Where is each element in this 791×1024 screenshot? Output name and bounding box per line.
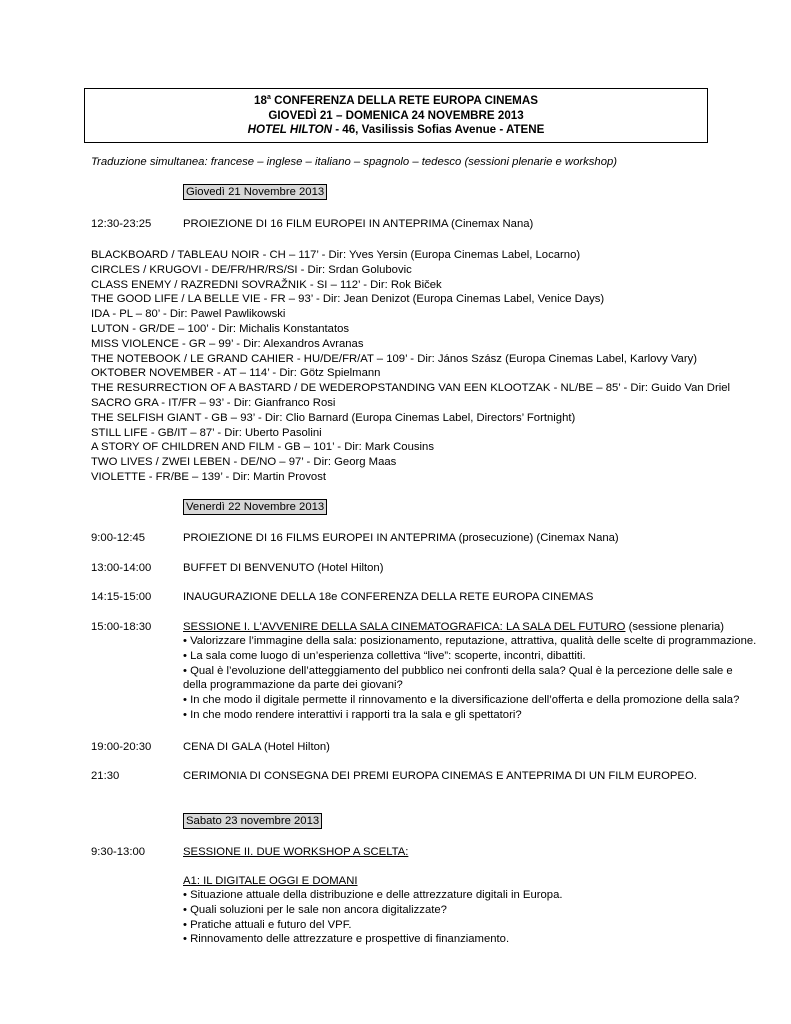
day-label-friday: Venerdì 22 Novembre 2013: [183, 499, 327, 515]
film-item: CIRCLES / KRUGOVI - DE/FR/HR/RS/SI - Dir: Srdan Golubovic: [91, 263, 412, 276]
film-item: STILL LIFE - GB/IT – 87’ - Dir: Uberto Pasolini: [91, 426, 322, 439]
event-title: CENA DI GALA (Hotel Hilton): [183, 741, 330, 753]
film-item: MISS VIOLENCE - GR – 99’ - Dir: Alexandros Avranas: [91, 337, 364, 350]
film-item: LUTON - GR/DE – 100’ - Dir: Michalis Konstantatos: [91, 322, 350, 335]
event-title: PROIEZIONE DI 16 FILMS EUROPEI IN ANTEPRIMA (prosecuzione) (Cinemax Nana): [183, 532, 619, 544]
film-item: THE GOOD LIFE / LA BELLE VIE - FR – 93’ - Dir: Jean Denizot (Europa Cinemas Label, Venice Days): [91, 293, 605, 306]
time-slot: 21:30: [91, 770, 120, 782]
bullet-item: • In che modo rendere interattivi i rapporti tra la sala e gli spettatori?: [183, 708, 522, 721]
time-slot: 13:00-14:00: [91, 562, 152, 574]
conference-header: [84, 88, 708, 143]
event-title: CERIMONIA DI CONSEGNA DEI PREMI EUROPA CINEMAS E ANTEPRIMA DI UN FILM EUROPEO.: [183, 770, 697, 782]
film-item: THE RESURRECTION OF A BASTARD / DE WEDEROPSTANDING VAN EEN KLOOTZAK - NL/BE – 85’ - Dir: Guido Van Driel: [91, 382, 731, 395]
event-title: PROIEZIONE DI 16 FILM EUROPEI IN ANTEPRIMA (Cinemax Nana): [183, 218, 534, 230]
film-item: OKTOBER NOVEMBER - AT – 114’ - Dir: Götz Spielmann: [91, 367, 381, 380]
session-title: SESSIONE I. L'AVVENIRE DELLA SALA CINEMATOGRAFICA: LA SALA DEL FUTURO (sessione plenaria): [183, 621, 725, 633]
film-list: [91, 248, 730, 485]
header-line-3: HOTEL HILTON - 46, Vasilissis Sofias Avenue - ATENE: [247, 123, 545, 137]
film-item: THE NOTEBOOK / LE GRAND CAHIER - HU/DE/FR/AT – 109’ - Dir: János Szász (Europa Cinemas Label, Karlovy Vary): [91, 352, 698, 365]
time-slot: 15:00-18:30: [91, 621, 152, 633]
time-slot: 14:15-15:00: [91, 591, 152, 603]
translation-note: Traduzione simultanea: francese – inglese – italiano – spagnolo – tedesco (sessioni plenarie e workshop): [91, 156, 618, 168]
film-item: CLASS ENEMY / RAZREDNI SOVRAŽNIK - SI – 112’ - Dir: Rok Biček: [91, 278, 442, 291]
session-title: SESSIONE II. DUE WORKSHOP A SCELTA:: [183, 846, 409, 858]
day-label-saturday: Sabato 23 novembre 2013: [183, 813, 322, 829]
header-line-1: 18$^a$ CONFERENZA DELLA RETE EUROPA CINEMAS: [254, 94, 538, 107]
time-slot: 19:00-20:30: [91, 741, 152, 753]
film-item: IDA - PL – 80’ - Dir: Pawel Pawlikowski: [91, 308, 286, 321]
bullet-item: • La sala come luogo di un’esperienza collettiva “live”: scoperte, incontri, dibattiti.: [183, 649, 586, 662]
time-slot: 9:30-13:00: [91, 846, 146, 858]
workshop-bullets: [183, 888, 563, 947]
time-slot: 12:30-23:25: [91, 218, 152, 230]
day-label-thursday: Giovedì 21 Novembre 2013: [183, 184, 327, 200]
film-item: TWO LIVES / ZWEI LEBEN - DE/NO – 97’ - Dir: Georg Maas: [91, 456, 397, 469]
workshop-title: A1: IL DIGITALE OGGI E DOMANI: [183, 875, 358, 887]
bullet-item: della programmazione da parte dei giovani?: [183, 679, 403, 692]
bullet-item: • Situazione attuale della distribuzione e delle attrezzature digitali in Europa.: [183, 889, 563, 901]
bullet-item: • Valorizzare l’immagine della sala: posizionamento, reputazione, attrattiva, qualità delle scelte di programmazione.: [183, 635, 757, 647]
bullet-item: • Qual è l’evoluzione dell’atteggiamento del pubblico nei confronti della sala? Qual è la percezione delle sale e: [183, 664, 733, 677]
header-line-2: GIOVEDÌ 21 – DOMENICA 24 NOVEMBRE 2013: [268, 108, 524, 122]
film-item: A STORY OF CHILDREN AND FILM - GB – 101’ - Dir: Mark Cousins: [91, 441, 434, 454]
event-title: BUFFET DI BENVENUTO (Hotel Hilton): [183, 562, 384, 574]
time-slot: 9:00-12:45: [91, 532, 146, 544]
bullet-item: • Quali soluzioni per le sale non ancora digitalizzate?: [183, 903, 447, 916]
event-title: INAUGURAZIONE DELLA 18e CONFERENZA DELLA RETE EUROPA CINEMAS: [183, 591, 594, 603]
bullet-item: • Pratiche attuali e futuro del VPF.: [183, 918, 352, 931]
film-item: BLACKBOARD / TABLEAU NOIR - CH – 117’ - Dir: Yves Yersin (Europa Cinemas Label, Locarno): [91, 249, 581, 261]
film-item: THE SELFISH GIANT - GB – 93’ - Dir: Clio Barnard (Europa Cinemas Label, Directors’ Fortnight): [91, 411, 576, 424]
session-bullets: [183, 634, 756, 723]
bullet-item: • In che modo il digitale permette il rinnovamento e la diversificazione dell’offerta e della promozione della sala?: [183, 694, 740, 707]
film-item: VIOLETTE - FR/BE – 139’ - Dir: Martin Provost: [91, 470, 326, 483]
bullet-item: • Rinnovamento delle attrezzature e prospettive di finanziamento.: [183, 933, 510, 946]
film-item: SACRO GRA - IT/FR – 93’ - Dir: Gianfranco Rosi: [91, 396, 336, 409]
